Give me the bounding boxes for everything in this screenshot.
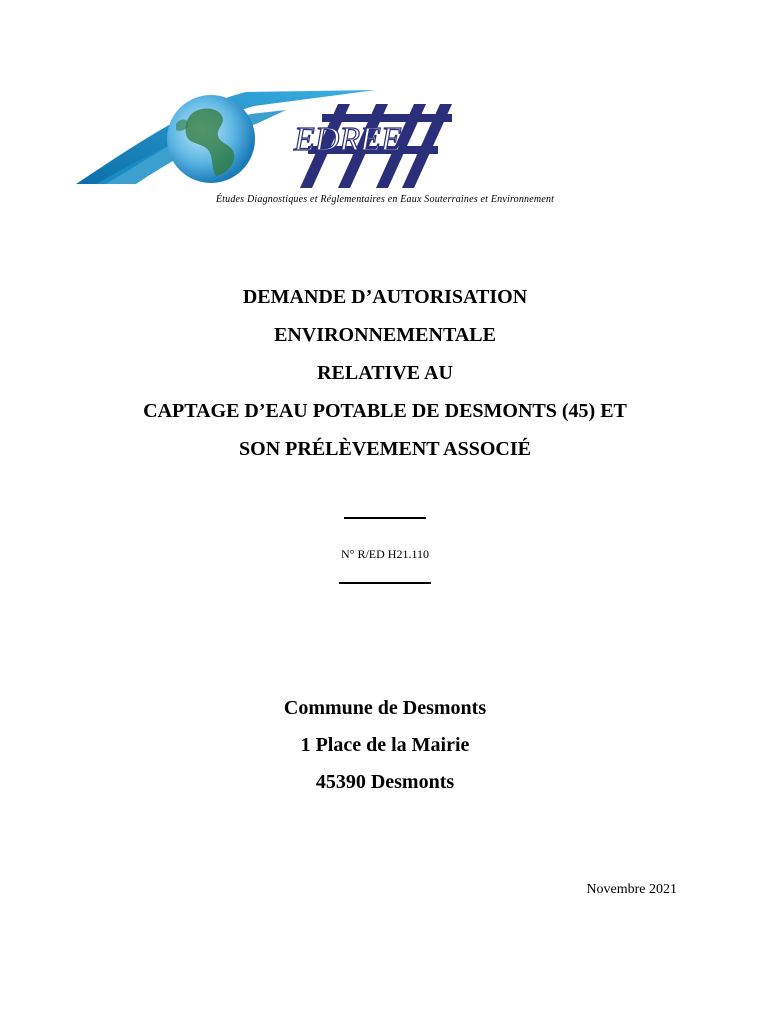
document-title [0, 282, 770, 472]
title-line: SON PRÉLÈVEMENT ASSOCIÉ [239, 438, 531, 460]
brand-wordmark: EDREE [294, 121, 402, 158]
reference-number: N° R/ED H21.110 [340, 547, 430, 561]
globe-icon [167, 95, 255, 183]
title-line: RELATIVE AU [317, 362, 453, 384]
title-line: DEMANDE D’AUTORISATION [242, 286, 528, 308]
edree-logo-graphic [76, 84, 466, 194]
logo-tagline [0, 194, 770, 205]
title-line: CAPTAGE D’EAU POTABLE DE DESMONTS (45) ET [143, 400, 627, 422]
client-name: Commune de Desmonts [283, 697, 487, 719]
title-line: ENVIRONNEMENTALE [274, 324, 496, 346]
client-street: 1 Place de la Mairie [300, 734, 470, 756]
divider-top [344, 517, 426, 519]
client-city: 45390 Desmonts [315, 771, 455, 793]
document-date: Novembre 2021 [586, 882, 677, 897]
client-address [0, 694, 770, 805]
tagline-text: Études Diagnostiques et Réglementaires en Eaux Souterraines et Environnement [215, 194, 555, 205]
divider-bottom [339, 582, 431, 584]
edree-logo [76, 84, 466, 194]
